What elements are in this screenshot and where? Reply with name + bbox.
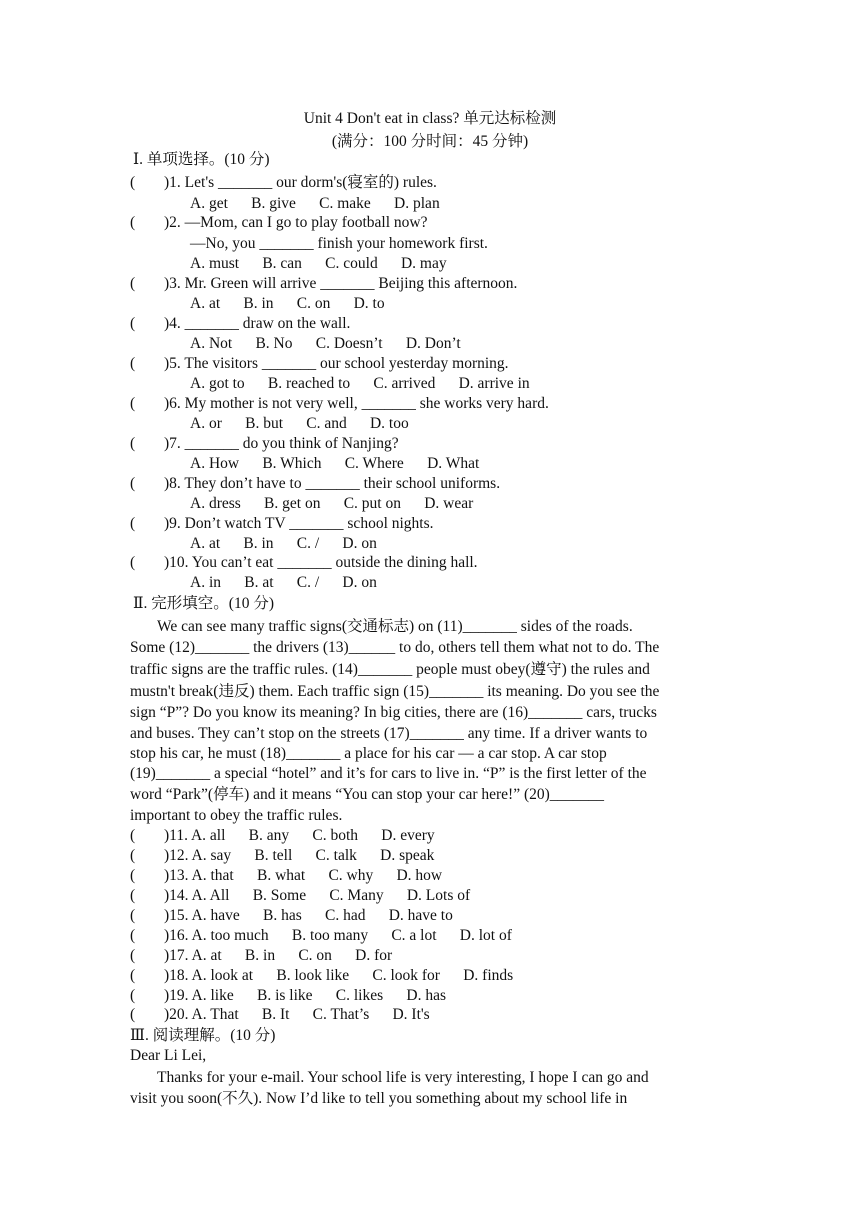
page-title: Unit 4 Don't eat in class? 单元达标检测 bbox=[303, 110, 557, 127]
question-text: )2. —Mom, can I go to play football now? bbox=[164, 214, 428, 231]
answer-bracket[interactable]: ( bbox=[130, 554, 136, 571]
cloze-options: )18. A. look at B. look like C. look for D. finds bbox=[164, 967, 514, 984]
cloze-option-line bbox=[130, 946, 392, 966]
question-options: A. or B. but C. and D. too bbox=[190, 415, 409, 432]
cloze-option-line bbox=[130, 906, 453, 926]
cloze-options: )19. A. like B. is like C. likes D. has bbox=[164, 987, 447, 1004]
question-options: A. Not B. No C. Doesn’t D. Don’t bbox=[190, 335, 461, 352]
cloze-options: )13. A. that B. what C. why D. how bbox=[164, 867, 443, 884]
answer-bracket[interactable]: ( bbox=[130, 907, 136, 924]
cloze-options: )20. A. That B. It C. That’s D. It's bbox=[164, 1006, 430, 1023]
passage-line: and buses. They can’t stop on the streets (17)_______ any time. If a driver wants to bbox=[130, 725, 648, 742]
answer-bracket[interactable]: ( bbox=[130, 867, 136, 884]
question-text: )10. You can’t eat _______ outside the dining hall. bbox=[164, 554, 478, 571]
passage-line: traffic signs are the traffic rules. (14)_______ people must obey(遵守) the rules and bbox=[130, 661, 650, 678]
question-line bbox=[130, 213, 427, 233]
question-line bbox=[130, 553, 478, 573]
question-line bbox=[130, 434, 399, 454]
passage-line: We can see many traffic signs(交通标志) on (11)_______ sides of the roads. bbox=[157, 618, 633, 635]
question-options: A. in B. at C. / D. on bbox=[190, 574, 377, 591]
cloze-options: )12. A. say B. tell C. talk D. speak bbox=[164, 847, 435, 864]
question-text: )7. _______ do you think of Nanjing? bbox=[164, 435, 399, 452]
cloze-option-line bbox=[130, 1005, 430, 1025]
answer-bracket[interactable]: ( bbox=[130, 947, 136, 964]
question-extra-line: —No, you _______ finish your homework first. bbox=[190, 235, 488, 252]
cloze-option-line bbox=[130, 826, 435, 846]
passage-line: word “Park”(停车) and it means “You can stop your car here!” (20)_______ bbox=[130, 786, 605, 803]
question-options: A. at B. in C. / D. on bbox=[190, 535, 377, 552]
cloze-options: )17. A. at B. in C. on D. for bbox=[164, 947, 393, 964]
passage-line: Some (12)_______ the drivers (13)______ to do, others tell them what not to do. The bbox=[130, 639, 660, 656]
answer-bracket[interactable]: ( bbox=[130, 315, 136, 332]
question-line bbox=[130, 354, 509, 374]
question-options: A. get B. give C. make D. plan bbox=[190, 195, 440, 212]
question-options: A. at B. in C. on D. to bbox=[190, 295, 385, 312]
question-line bbox=[130, 514, 434, 534]
question-text: )8. They don’t have to _______ their school uniforms. bbox=[164, 475, 501, 492]
page-subtitle: (满分：100 分时间：45 分钟) bbox=[331, 133, 529, 150]
letter-greeting: Dear Li Lei, bbox=[130, 1047, 207, 1064]
question-options: A. must B. can C. could D. may bbox=[190, 255, 447, 272]
section3-heading: Ⅲ. 阅读理解。(10 分) bbox=[130, 1027, 276, 1044]
passage-line: sign “P”? Do you know its meaning? In big cities, there are (16)_______ cars, trucks bbox=[130, 704, 657, 721]
answer-bracket[interactable]: ( bbox=[130, 475, 136, 492]
cloze-options: )14. A. All B. Some C. Many D. Lots of bbox=[164, 887, 471, 904]
answer-bracket[interactable]: ( bbox=[130, 987, 136, 1004]
cloze-option-line bbox=[130, 886, 470, 906]
cloze-option-line bbox=[130, 986, 446, 1006]
question-line bbox=[130, 274, 517, 294]
answer-bracket[interactable]: ( bbox=[130, 847, 136, 864]
question-options: A. got to B. reached to C. arrived D. arrive in bbox=[190, 375, 530, 392]
question-text: )4. _______ draw on the wall. bbox=[164, 315, 351, 332]
question-options: A. How B. Which C. Where D. What bbox=[190, 455, 480, 472]
answer-bracket[interactable]: ( bbox=[130, 275, 136, 292]
question-options: A. dress B. get on C. put on D. wear bbox=[190, 495, 474, 512]
answer-bracket[interactable]: ( bbox=[130, 827, 136, 844]
cloze-options: )15. A. have B. has C. had D. have to bbox=[164, 907, 453, 924]
question-text: )9. Don’t watch TV _______ school nights. bbox=[164, 515, 434, 532]
cloze-options: )11. A. all B. any C. both D. every bbox=[164, 827, 435, 844]
answer-bracket[interactable]: ( bbox=[130, 435, 136, 452]
question-line bbox=[130, 474, 500, 494]
answer-bracket[interactable]: ( bbox=[130, 214, 136, 231]
cloze-option-line bbox=[130, 926, 512, 946]
passage-line: stop his car, he must (18)_______ a place for his car — a car stop. A car stop bbox=[130, 745, 607, 762]
question-line bbox=[130, 173, 437, 193]
passage-line: (19)_______ a special “hotel” and it’s for cars to live in. “P” is the first letter of the bbox=[130, 765, 647, 782]
cloze-option-line bbox=[130, 866, 442, 886]
question-line bbox=[130, 394, 549, 414]
cloze-options: )16. A. too much B. too many C. a lot D. lot of bbox=[164, 927, 512, 944]
answer-bracket[interactable]: ( bbox=[130, 515, 136, 532]
answer-bracket[interactable]: ( bbox=[130, 967, 136, 984]
cloze-option-line bbox=[130, 966, 513, 986]
question-text: )1. Let's _______ our dorm's(寝室的) rules. bbox=[164, 174, 437, 191]
question-line bbox=[130, 314, 350, 334]
answer-bracket[interactable]: ( bbox=[130, 355, 136, 372]
answer-bracket[interactable]: ( bbox=[130, 1006, 136, 1023]
cloze-option-line bbox=[130, 846, 434, 866]
question-text: )5. The visitors _______ our school yesterday morning. bbox=[164, 355, 509, 372]
answer-bracket[interactable]: ( bbox=[130, 174, 136, 191]
section2-heading: Ⅱ. 完形填空。(10 分) bbox=[133, 595, 274, 612]
answer-bracket[interactable]: ( bbox=[130, 887, 136, 904]
question-text: )6. My mother is not very well, _______ she works very hard. bbox=[164, 395, 549, 412]
section1-heading: Ⅰ. 单项选择。(10 分) bbox=[133, 151, 270, 168]
question-text: )3. Mr. Green will arrive _______ Beijing this afternoon. bbox=[164, 275, 518, 292]
answer-bracket[interactable]: ( bbox=[130, 395, 136, 412]
passage-line: mustn't break(违反) them. Each traffic sign (15)_______ its meaning. Do you see the bbox=[130, 683, 660, 700]
passage-line: Thanks for your e-mail. Your school life is very interesting, I hope I can go and bbox=[157, 1069, 649, 1086]
passage-line: important to obey the traffic rules. bbox=[130, 807, 343, 824]
passage-line: visit you soon(不久). Now I’d like to tell you something about my school life in bbox=[130, 1090, 628, 1107]
answer-bracket[interactable]: ( bbox=[130, 927, 136, 944]
